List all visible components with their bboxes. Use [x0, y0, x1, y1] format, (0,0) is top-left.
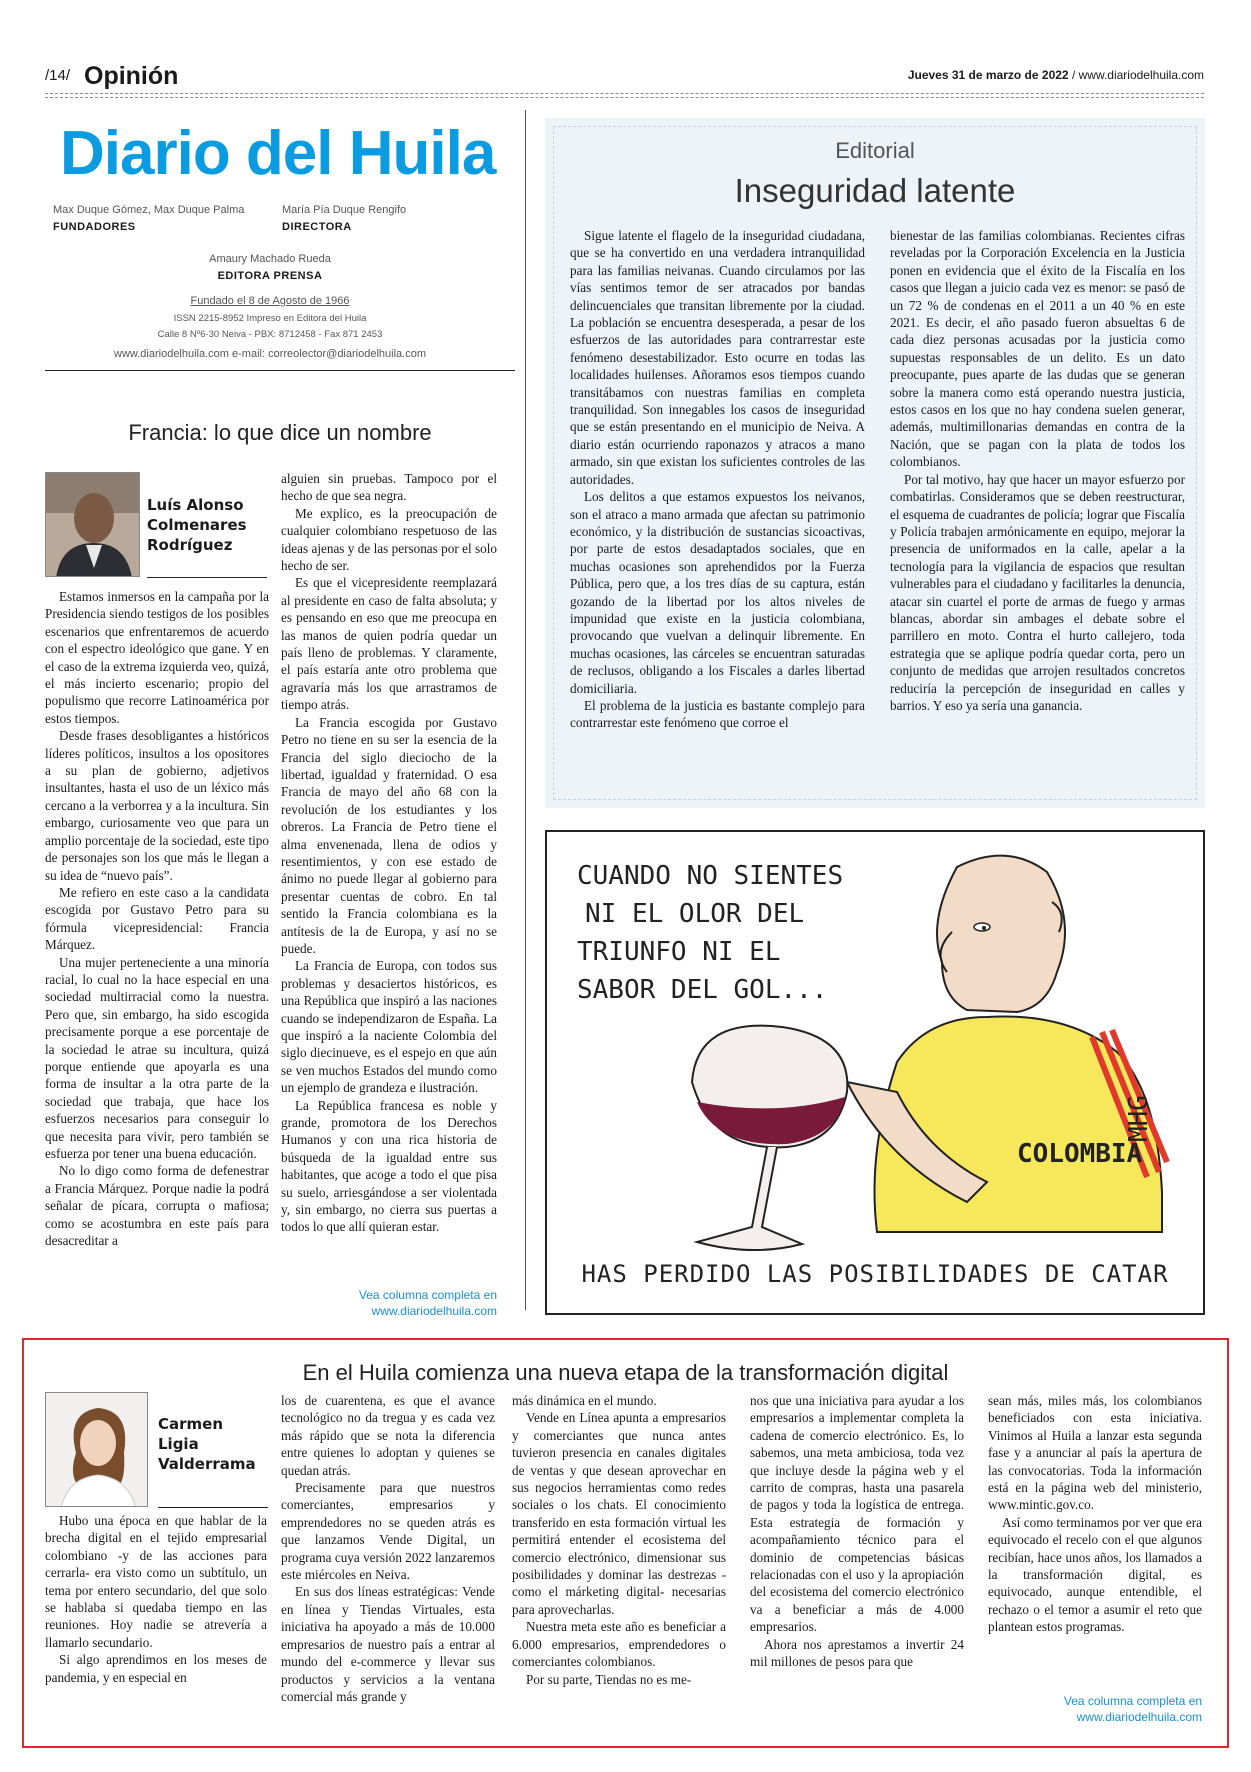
masthead-rule	[45, 370, 515, 371]
page-number: /14/	[45, 67, 71, 84]
column2-paragraph: los de cuarentena, es que el avance tecnológico no da tregua y es cada vez más rápido que se nota la diferencia entre quienes lo adoptan y quienes se quedan atrás.	[281, 1393, 495, 1478]
link-note-line: Vea columna completa en	[1063, 1694, 1202, 1708]
column1-paragraph: La República francesa es noble y grande, promotora de los Derechos Humanos y con una rica historia de búsqueda de la igualdad entre sus habitantes, que acoge a todo el que pisa su suelo, arriesgándose a ser violentada y, sin embargo, no cierra sus puertas a todos lo que allí quieran estar.	[281, 1097, 497, 1235]
author-photo-valderrama	[45, 1392, 148, 1507]
column1-paragraph: Desde frases desobligantes a históricos líderes políticos, insultos a los opositores a su plan de gobierno, adjetivos insultantes, hasta el uso de un léxico más cercano a la verborrea y a la incultura. Sin embargo, curiosamente veo que para un amplio porcentaje de la sociedad, este tipo de personajes son los que más le llegan a su idea de “nuevo país”.	[45, 728, 269, 883]
column1-paragraph: Estamos inmersos en la campaña por la Presidencia siendo testigos de los posibles escenarios que enfrentaremos de acuerdo con el espectro ideológico que gane. Y en el caso de la extrema izquierda veo, quizá, el más incierto escenario; propio del populismo que recorre Latinoamérica por estos tiempos.	[45, 589, 269, 726]
cartoon-caption-bottom: HAS PERDIDO LAS POSIBILIDADES DE CATAR	[581, 1260, 1169, 1288]
section-title: Opinión	[84, 62, 179, 90]
column1-paragraph: La Francia escogida por Gustavo Petro no tiene en su ser la esencia de la Francia del siglo dieciocho de la libertad, igualdad y fraternidad. O esa Francia de mayo del año 68 con la revolución de los estudiantes y los obreros. La Francia de Petro tiene el alma envenenada, llena de odios y resentimientos, y con ese estado de ánimo no puede llegar al gobierno para presentar cuentas de cobro. En tal sentido la Francia colombiana es la antítesis de la de Europa, y así no se puede.	[281, 714, 497, 956]
issn-line: ISSN 2215-8952 Impreso en Editora del Huila	[173, 313, 367, 324]
editorial-paragraph: Los delitos a que estamos expuestos los neivanos, son el atraco a mano armada que afectan su patrimonio económico, y la distribución de sustancias sicoactivas, por parte de estos desadaptados sociales, que en muchas ocasiones son aprehendidos por la Fuerza Pública, pero que, a los tres días de su captura, están gozando de la libertad por los altos niveles de impunidad que existe en la justicia colombiana, provocando que vuelvan a delinquir libremente. En muchas ocasiones, las cárceles se encuentran saturadas de reclusos, obligando a los Fiscales a darles libertad domiciliaria.	[570, 489, 865, 696]
link-note-url[interactable]: www.diariodelhuila.com	[371, 1304, 497, 1318]
column2-paragraph: Por su parte, Tiendas no es me-	[526, 1671, 692, 1687]
column1-col-b	[281, 470, 497, 1236]
director-name: María Pía Duque Rengifo	[282, 204, 407, 216]
column2-paragraph: nos que una iniciativa para ayudar a los empresarios a implementar completa la cadena de comercio electrónico. Es, lo sabemos, una meta ambiciosa, toda vez que incluye desde la página web y el carrito de compras, hasta una pasarela de pagos y toda la logística de entrega. Esta estrategia de formación y acompañamiento técnico para el dominio de competencias básicas relacionadas con el uso y la apropiación del ecosistema del comercio electrónico va a beneficiar a más de 4.000 empresarios.	[750, 1393, 964, 1635]
column1-paragraph: La Francia de Europa, con todos sus problemas y desaciertos históricos, es una República que inspiró a las naciones cuando se independizaron de España. La que inspiró a la naciente Colombia del siglo diecinueve, es el espejo en que aún se ven muchos Estados del mundo como un ejemplo de grandeza e ilustración.	[281, 958, 497, 1096]
link-note-line: Vea columna completa en	[358, 1288, 497, 1302]
caption-line: NI EL OLOR DEL	[585, 899, 805, 929]
cartoon-frame	[545, 830, 1205, 1315]
header-rule-2	[45, 97, 1204, 98]
author-portrait-icon	[46, 473, 140, 577]
column1-author: Luís Alonso Colmenares Rodríguez	[147, 496, 247, 554]
cartoon-caption-top	[577, 857, 843, 1009]
column1-paragraph: Me refiero en este caso a la candidata escogida por Gustavo Petro para su fórmula vicepresidencial: Francia Márquez.	[45, 884, 269, 953]
column2-paragraph: más dinámica en el mundo.	[512, 1393, 657, 1408]
column1-link-note[interactable]	[281, 1287, 497, 1319]
editorial-paragraph: El problema de la justicia es bastante complejo para contrarrestar este fenómeno que corroe el	[570, 697, 865, 731]
column2-paragraph: Nuestra meta este año es beneficiar a 6.000 empresarios, emprendedores o comerciantes colombianos.	[512, 1619, 726, 1670]
editor-name: Amaury Machado Rueda	[209, 253, 331, 265]
caption-line: CUANDO NO SIENTES	[577, 861, 844, 891]
column1-paragraph: Una mujer perteneciente a una minoría racial, lo cual no la hace especial en una sociedad multirracial como la nuestra. Pero que, sin embargo, ha sido escogida precisamente porque a ese porcentaje de la sociedad le atrae su incultura, quizá porque entiende que apoyarla es una forma de insultar a la otra parte de la sociedad que trabaja, que hace los esfuerzos necesarios para conseguir lo que necesita para vivir, pero también se esfuerza por tener una buena educación.	[45, 954, 269, 1161]
column2-paragraph: Así como terminamos por ver que era equivocado el recelo con el que algunos recibían, hace unos años, los llamados a la transformación digital, es equivocado, aunque entendible, el rechazo o el temor a asumir el reto que plantean estos programas.	[988, 1514, 1202, 1635]
column2-paragraph: Si algo aprendimos en los meses de pandemia, y en especial en	[45, 1652, 267, 1685]
date: Jueves 31 de marzo de 2022	[907, 68, 1069, 82]
column2-paragraph: Ahora nos aprestamos a invertir 24 mil millones de pesos para que	[750, 1636, 964, 1670]
column1-paragraph: Es que el vicepresidente reemplazará al presidente en caso de falta absoluta; y es pensando en eso que me preocupa en las manos de quien podría quedar un país lleno de problemas. Y claramente, el país estaría ante otro problema que agravaría más los que arrastramos de tiempo atrás.	[281, 575, 497, 713]
column2-paragraph: En sus dos líneas estratégicas: Vende en línea y Tiendas Virtuales, esta iniciativa ha apoyado a más de 10.000 empresarios de nuestro país a entrar al mundo del e-commerce y llevar sus productos y servicios a la ventana comercial más grande y	[281, 1584, 495, 1704]
column2-link-note[interactable]	[988, 1693, 1202, 1725]
editorial-kicker: Editorial	[835, 138, 915, 163]
founders-role: FUNDADORES	[53, 221, 136, 233]
column2-col-d	[750, 1392, 964, 1671]
column1-paragraph: Me explico, es la preocupación de cualquier colombiano respetuoso de las ideas ajenas y de las personas por el solo hecho de ser.	[281, 505, 497, 574]
address-line: Calle 8 Nº6-30 Neiva - PBX: 8712458 - Fax 871 2453	[157, 329, 383, 340]
editor-role: EDITORA PRENSA	[217, 270, 323, 282]
column1-title: Francia: lo que dice un nombre	[128, 420, 432, 445]
editorial-paragraph: bienestar de las familias colombianas. Recientes cifras reveladas por la Corporación Excelencia en la Justicia ponen en evidencia que el éxito de la Fiscalía en los casos que llegan a juicio cada vez es menor: se pasó de un 72 % de condenas en el 2011 a un 40 % en este 2021. Es decir, el año pasado fueron absueltas 6 de cada diez personas acusadas por la justicia como supuestas responsables de un delito. Es un dato preocupante, pues aparte de las dudas que se generan sobre la manera como está operando nuestra justicia, estos casos en los que no hay condena suelen generar, además, multimillonarias demandas en contra de la Nación, que se pagan con la plata de todos los colombianos.	[890, 228, 1185, 470]
caption-line: TRIUNFO NI EL	[577, 937, 781, 967]
editorial-paragraph: Sigue latente el flagelo de la inseguridad ciudadana, que se ha convertido en una verdadera intranquilidad para las familias neivanas. Cuando circulamos por las vías sentimos temor de ser atracados por bandas delincuenciales que transitan libremente por la ciudad. La población se encuentra desesperada, a pesar de los esfuerzos de las autoridades para contrarrestar este fenómeno desestabilizador. Esto ocurre en todas las localidades huilenses. Añoramos esos tiempos cuando transitábamos con nuestras familias en completa tranquilidad. Son innegables los casos de inseguridad que se están presentando en el municipio de Neiva. A diario están ocurriendo raponazos y atracos a mano armado, sin que existan los suficientes controles de las autoridades.	[570, 228, 865, 487]
column2-author: Carmen Ligia Valderrama	[158, 1415, 256, 1473]
column1-col-a	[45, 588, 269, 1249]
web-email-line[interactable]: www.diariodelhuila.com e-mail: correolector@diariodelhuila.com	[114, 348, 426, 360]
column2-paragraph: Precisamente para que nuestros comerciantes, empresarios y emprendedores no se queden atrás es que lanzamos Vende Digital, un programa cuya versión 2022 lanzaremos este miércoles en Neiva.	[281, 1480, 495, 1583]
column2-col-b	[281, 1392, 495, 1705]
column2-paragraph: Hubo una época en que hablar de la brecha digital en el tejido empresarial colombiano -y de las acciones para cerrarla- era visto como un subtítulo, un tema por entero secundario, del que solo se hablaba si quedaba tiempo en las reuniones. Hoy nadie se atrevería a llamarlo secundario.	[45, 1513, 267, 1650]
signature-text: MHG	[1124, 1095, 1154, 1142]
author-photo-colmenares	[45, 472, 140, 577]
caption-line: SABOR DEL GOL...	[577, 975, 828, 1005]
shirt-text: COLOMBIA	[1017, 1139, 1143, 1169]
editorial-paragraph: Por tal motivo, hay que hacer un mayor esfuerzo por combatirlas. Consideramos que se deben reestructurar, el esquema de cuadrantes de policía; lograr que Fiscalía y Policía trabajen armónicamente en equipo, mejorar la presencia de uniformados en la calle, apelar a la tecnología para la vigilancia de espacios que resultan vulnerables para el ciudadano y facilitarles la denuncia, atacar sin cuartel el porte de armas de fuego y armas blancas, abordar sin ambages el debate sobre el parrillero en moto. Contra el hurto callejero, toda estrategia que se aplique podría quedar corta, pero un conjunto de medidas que arrojen resultados concretos reduciría la percepción de inseguridad en calles y barrios. Y eso ya sería una ganancia.	[890, 471, 1185, 713]
author-portrait-icon	[46, 1393, 148, 1507]
masthead-title: Diario del Huila	[60, 119, 496, 188]
column1-paragraph: No lo digo como forma de defenestrar a Francia Márquez. Porque nadie la podrá señalar de pícara, corrupta o mafiosa; como se acostumbra en este país para desacreditar a	[45, 1163, 269, 1249]
founded-line: Fundado el 8 de Agosto de 1966	[190, 295, 350, 307]
director-role: DIRECTORA	[282, 221, 352, 233]
editorial-col-1	[570, 227, 865, 732]
column2-paragraph: Vende en Línea apunta a empresarios y comerciantes que nunca antes tuvieron presencia en canales digitales de ventas y que desean aprovechar en sus negocios herramientas como redes sociales o los chats. El conocimiento transferido en esta formación virtual les permitirá entender el ecosistema del comercio electrónico, dimensionar sus posibilidades y dominar las destrezas -como el márketing digital- necesarias para aprovecharlas.	[512, 1410, 726, 1617]
dateline	[908, 68, 1204, 82]
column1-paragraph: alguien sin pruebas. Tampoco por el hecho de que sea negra.	[281, 471, 497, 504]
header-rule	[45, 93, 1204, 94]
column2-title: En el Huila comienza una nueva etapa de la transformación digital	[302, 1360, 949, 1385]
author-rule	[147, 577, 267, 578]
editorial-title: Inseguridad latente	[734, 172, 1016, 209]
author-rule	[158, 1507, 268, 1508]
column2-col-e	[988, 1392, 1202, 1636]
link-note-url[interactable]: www.diariodelhuila.com	[1076, 1710, 1202, 1724]
website[interactable]: / www.diariodelhuila.com	[1071, 68, 1204, 82]
founders-names: Max Duque Gómez, Max Duque Palma	[53, 204, 245, 216]
column2-col-c	[512, 1392, 726, 1688]
column2-col-a	[45, 1512, 267, 1686]
column-separator	[525, 110, 526, 1310]
editorial-col-2	[890, 227, 1185, 714]
column2-paragraph: sean más, miles más, los colombianos beneficiados con esta iniciativa. Vinimos al Huila a lanzar esta segunda fase y a anunciar al país la apertura de las convocatorias. Toda la información está en la página web del ministerio, www.mintic.gov.co.	[988, 1393, 1202, 1513]
